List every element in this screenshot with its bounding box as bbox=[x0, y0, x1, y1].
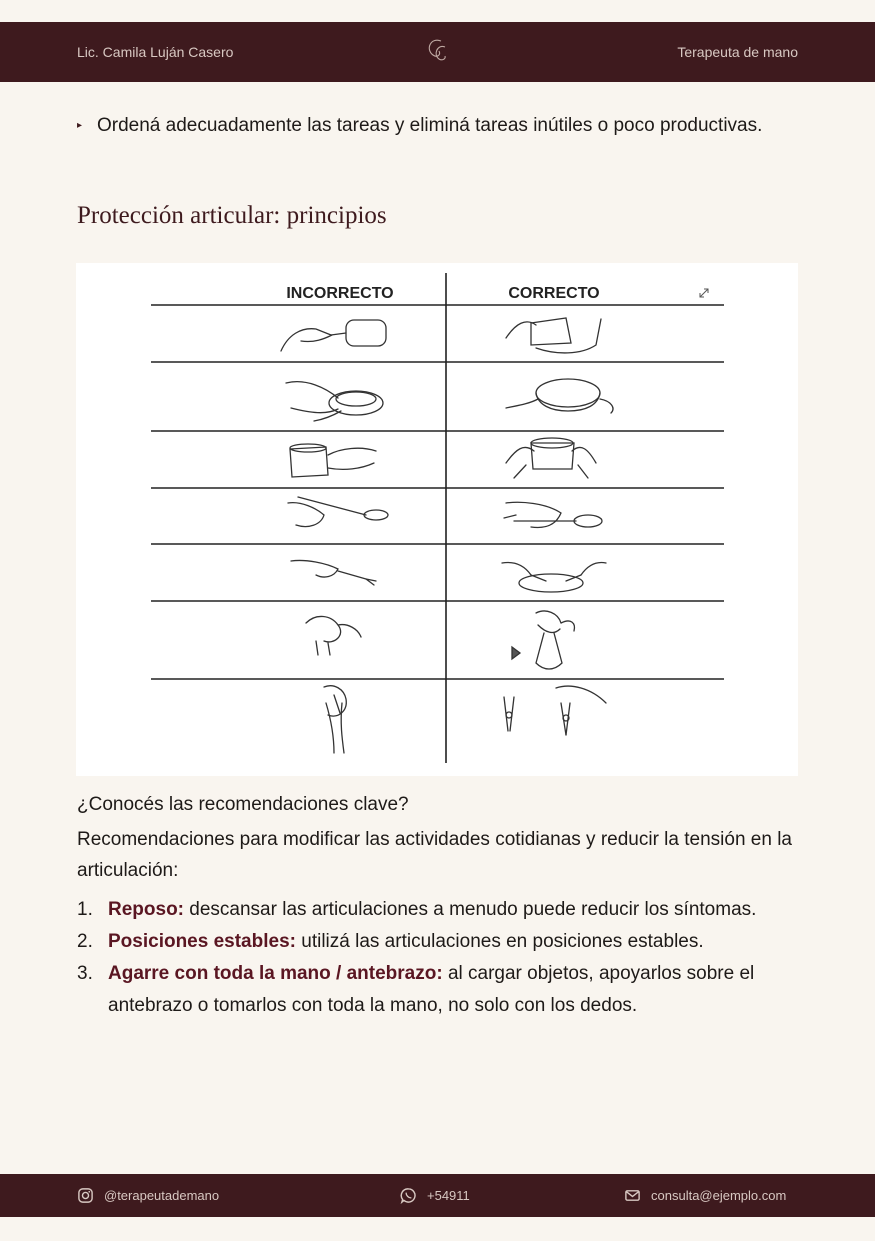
instagram-icon bbox=[77, 1187, 94, 1204]
pan-handle-incorrect-drawing bbox=[281, 320, 386, 351]
page-footer bbox=[0, 1174, 875, 1217]
joint-protection-figure bbox=[76, 263, 798, 776]
section-title: Protección articular: principios bbox=[77, 202, 387, 229]
intro-bullet-text: Ordená adecuadamente las tareas y eliminá tareas inútiles o poco productivas. bbox=[97, 115, 763, 136]
mail-icon bbox=[624, 1187, 641, 1204]
plate-correct-drawing bbox=[506, 379, 613, 413]
list-item bbox=[77, 894, 802, 926]
list-item bbox=[77, 926, 802, 958]
list-number: 3. bbox=[77, 963, 93, 984]
spoon-incorrect-drawing bbox=[288, 497, 388, 527]
column-incorrect-label: INCORRECTO bbox=[286, 285, 394, 302]
list-number: 2. bbox=[77, 931, 93, 952]
spoon-correct-drawing bbox=[504, 502, 602, 527]
header-name: Lic. Camila Luján Casero bbox=[77, 44, 234, 60]
cursor-arrow-icon bbox=[512, 647, 520, 659]
list-item bbox=[77, 110, 799, 141]
recommendation-text: utilizá las articulaciones en posiciones estables. bbox=[295, 931, 704, 952]
header-role: Terapeuta de mano bbox=[677, 44, 798, 60]
question-text: ¿Conocés las recomendaciones clave? bbox=[77, 794, 409, 815]
lead-text: Recomendaciones para modificar las actividades cotidianas y reducir la tensión en la articulación: bbox=[77, 829, 792, 881]
wringing-incorrect-drawing bbox=[306, 616, 361, 655]
fork-knife-correct-drawing bbox=[502, 563, 606, 593]
whatsapp-number: +54911 bbox=[427, 1188, 470, 1203]
column-correct-label: CORRECTO bbox=[508, 285, 600, 302]
footer-whatsapp[interactable] bbox=[400, 1174, 470, 1217]
wringing-correct-drawing bbox=[536, 611, 574, 669]
instagram-handle: @terapeutademano bbox=[104, 1188, 220, 1203]
plate-incorrect-drawing bbox=[286, 382, 383, 421]
recommendations-section bbox=[77, 789, 802, 1022]
comparison-illustration bbox=[76, 263, 798, 776]
email-address: consulta@ejemplo.com bbox=[651, 1188, 787, 1203]
intro-list bbox=[77, 110, 799, 141]
clothespin-correct-drawing bbox=[504, 686, 606, 735]
pan-handle-correct-drawing bbox=[506, 318, 601, 353]
list-item bbox=[77, 958, 802, 1022]
page-header bbox=[0, 22, 875, 82]
pot-incorrect-drawing bbox=[290, 444, 376, 477]
recommendation-text: descansar las articulaciones a menudo puede reducir los síntomas. bbox=[184, 899, 757, 920]
expand-icon[interactable] bbox=[700, 289, 708, 297]
pot-correct-drawing bbox=[506, 438, 596, 478]
whatsapp-icon bbox=[400, 1187, 417, 1204]
monogram-logo-icon bbox=[421, 33, 455, 67]
fork-incorrect-drawing bbox=[291, 560, 376, 585]
footer-instagram[interactable] bbox=[77, 1174, 219, 1217]
recommendation-text: al cargar objetos, apoyarlos sobre el antebrazo o tomarlos con toda la mano, no solo con los dedos. bbox=[108, 963, 755, 1016]
recommendations-list bbox=[77, 894, 802, 1022]
list-number: 1. bbox=[77, 899, 93, 920]
footer-email[interactable] bbox=[624, 1174, 786, 1217]
clothespin-incorrect-drawing bbox=[324, 686, 346, 753]
recommendation-term: Reposo: bbox=[108, 899, 184, 920]
recommendation-term: Agarre con toda la mano / antebrazo: bbox=[108, 963, 443, 984]
triangle-bullet-icon: ▸ bbox=[77, 120, 83, 131]
recommendation-term: Posiciones estables: bbox=[108, 931, 296, 952]
